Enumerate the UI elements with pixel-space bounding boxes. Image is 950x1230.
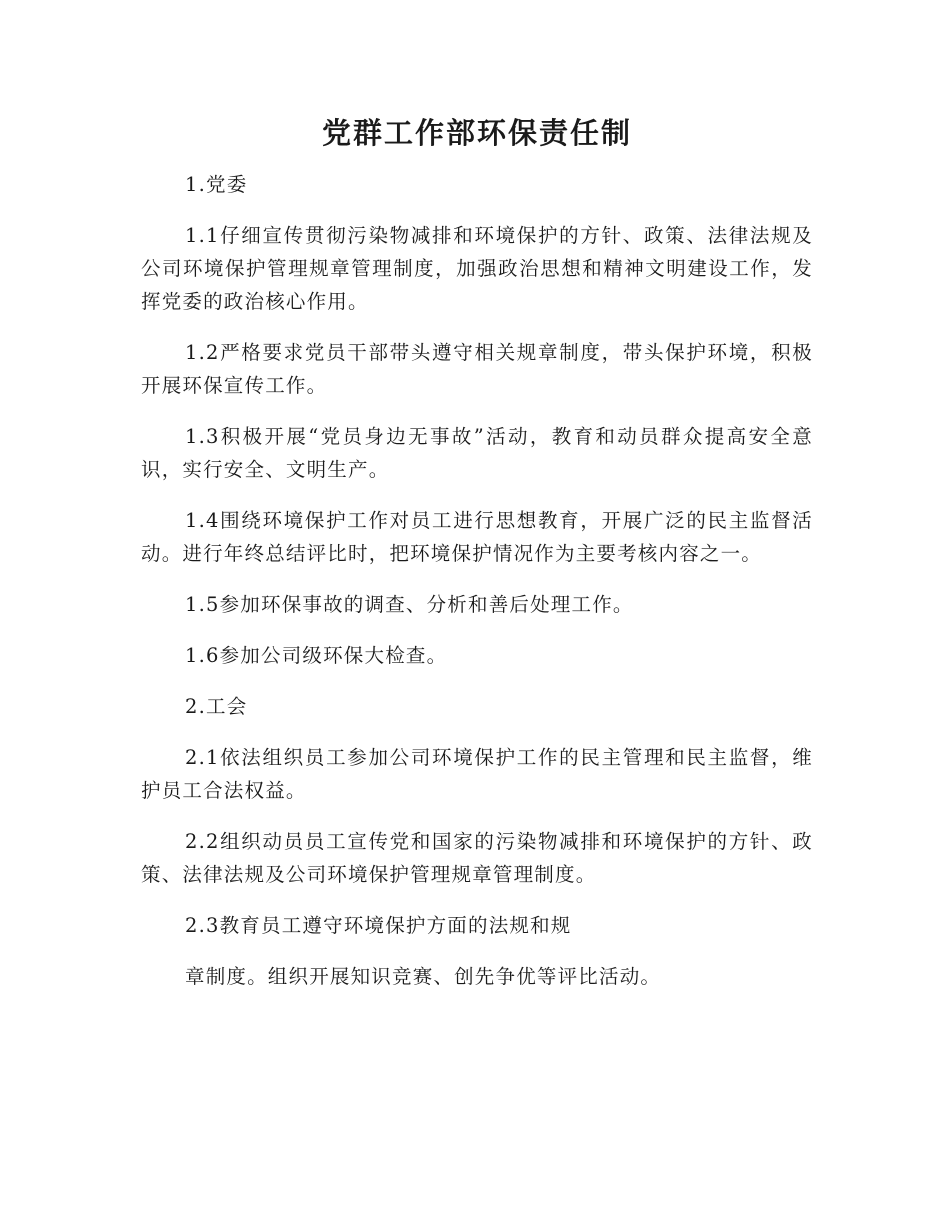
paragraph-1-6: 1.6参加公司级环保大检查。	[185, 644, 448, 667]
paragraph-1-5: 1.5参加环保事故的调查、分析和善后处理工作。	[185, 593, 634, 616]
paragraph-1-2: 1.2严格要求党员干部带头遵守相关规章制度，带头保护环境，积极开展环保宣传工作。	[141, 341, 813, 397]
paragraph-2-2: 2.2组织动员员工宣传党和国家的污染物减排和环境保护的方针、政策、法律法规及公司环境保护管理规章管理制度。	[141, 830, 813, 886]
paragraph-2-1: 2.1依法组织员工参加公司环境保护工作的民主管理和民主监督，维护员工合法权益。	[141, 746, 813, 802]
paragraph-1-3: 1.3积极开展“党员身边无事故”活动，教育和动员群众提高安全意识，实行安全、文明生产。	[141, 425, 813, 481]
paragraph-union-heading: 2.工会	[185, 695, 248, 718]
document-title: 党群工作部环保责任制	[321, 116, 632, 150]
paragraph-1-1: 1.1仔细宣传贯彻污染物减排和环境保护的方针、政策、法律法规及公司环境保护管理规章管理制度，加强政治思想和精神文明建设工作，发挥党委的政治核心作用。	[141, 224, 813, 313]
paragraph-1-4: 1.4围绕环境保护工作对员工进行思想教育，开展广泛的民主监督活动。进行年终总结评比时，把环境保护情况作为主要考核内容之一。	[141, 509, 813, 565]
paragraph-2-3-continued: 章制度。组织开展知识竞赛、创先争优等评比活动。	[185, 965, 662, 988]
paragraph-party-committee-heading: 1.党委	[185, 173, 248, 196]
paragraph-2-3: 2.3教育员工遵守环境保护方面的法规和规	[185, 914, 572, 937]
document-body	[141, 168, 813, 1011]
